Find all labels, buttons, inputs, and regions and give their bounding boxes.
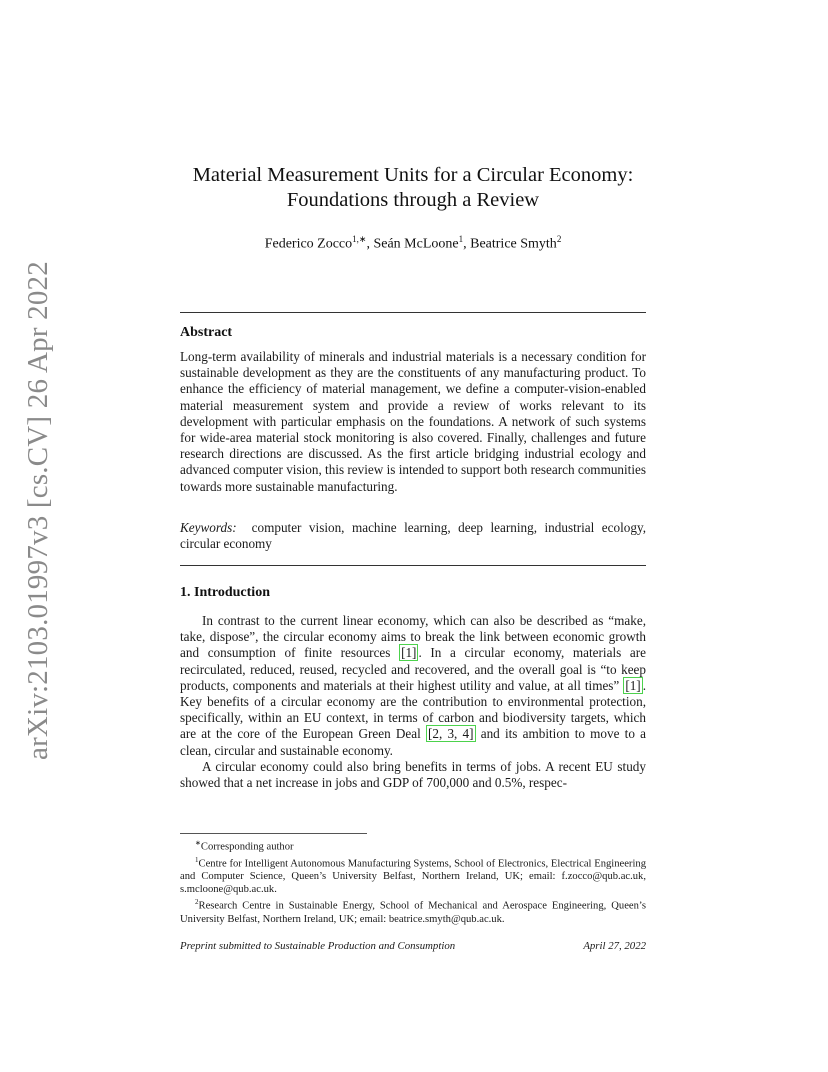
footnote-mark: ∗ [195,839,201,847]
paper-title-line-1: Material Measurement Units for a Circular Economy: [192,164,634,186]
author-name: Beatrice Smyth [470,236,557,252]
intro-text: . Key benefits of a circular economy are the contribution to environmental protection, specifically, within an EU context, in terms of carbon and biodiversity targets, which are at the core of the European Green Deal [180,677,646,742]
paper-title [180,163,646,213]
citation-link[interactable]: [1] [625,677,641,693]
intro-text: In contrast to the current linear economy, which can also be described as “make, take, dispose”, the circular economy aims to break the link between economic growth and consumption of finite resources [180,613,646,661]
author-affiliation-mark: 2 [556,234,562,244]
footnote-1 [180,854,646,897]
author-list: Federico Zocco$^{1,∗}$, Seán McLoone$^1$, Beatrice Smyth$^2$ [264,234,562,252]
intro-paragraph-1 [180,613,646,759]
footnote-mark: 2 [195,898,199,907]
arxiv-identifier: arXiv:2103.01997v3 [cs.CV] 26 Apr 2022 [22,261,54,760]
abstract-top-rule [180,312,646,313]
abstract-bottom-rule [180,565,646,566]
footnote-text: Centre for Intelligent Autonomous Manufacturing Systems, School of Electronics, Electrical Engineering and Computer Science, Queen’s University Belfast, Northern Ireland, UK; email: f.zocco@qub.ac.uk, s.mcloone@qub.ac.uk. [180,858,646,896]
section-heading-introduction: 1. Introduction [180,585,270,600]
keywords-list: computer vision, machine learning, deep learning, industrial ecology, circular economy [180,520,646,552]
author-name: Seán McLoone [373,236,459,252]
abstract-body: Long-term availability of minerals and industrial materials is a necessary condition for sustainable development as they are the constituents of any manufacturing product. To enhance the efficiency of material management, we define a computer-vision-enabled material measurement system and provide a review of works relevant to its development with particular emphasis on the foundations. A network of such systems for wide-area material stock monitoring is also covered. Finally, challenges and future research directions are discussed. As the first article bridging industrial ecology and advanced computer vision, this review is intended to support both research communities towards more sustainable manufacturing. [180,349,646,494]
abstract-heading: Abstract [180,325,233,340]
footnote-2 [180,896,646,926]
page-footer [180,940,646,952]
author-name: Federico Zocco [264,236,353,252]
footnote-corresponding [180,837,646,854]
footer-preprint-note: Preprint submitted to Sustainable Production and Consumption [180,940,456,952]
introduction-body [180,613,646,791]
citation-link[interactable]: [2, 3, 4] [427,726,474,742]
footnote-mark: 1 [195,855,199,864]
keywords [180,520,646,552]
footnote-rule [180,833,367,834]
keywords-label: Keywords: [180,520,237,535]
author-affiliation-mark: 1,∗ [352,234,367,244]
footer-date: April 27, 2022 [583,940,646,952]
intro-paragraph-2: A circular economy could also bring benefits in terms of jobs. A recent EU study showed that a net increase in jobs and GDP of 700,000 and 0.5%, respec- [180,758,646,791]
paper-title-line-2: Foundations through a Review [286,189,540,211]
footnote-text: Research Centre in Sustainable Energy, School of Mechanical and Aerospace Engineering, Queen’s University Belfast, Northern Ireland, UK; email: beatrice.smyth@qub.ac.uk. [180,900,646,925]
citation-link[interactable]: [1] [401,645,417,661]
intro-text: and its ambition to move to a clean, circular and sustainable economy. [180,726,646,758]
author-affiliation-mark: 1 [458,234,464,244]
footnote-text: Corresponding author [200,841,294,853]
intro-text: . In a circular economy, materials are recirculated, reduced, reused, recycled and recovered, and the overall goal is “to keep products, components and materials at their highest utility and value, at all times” [180,645,646,693]
footnotes [180,837,646,926]
